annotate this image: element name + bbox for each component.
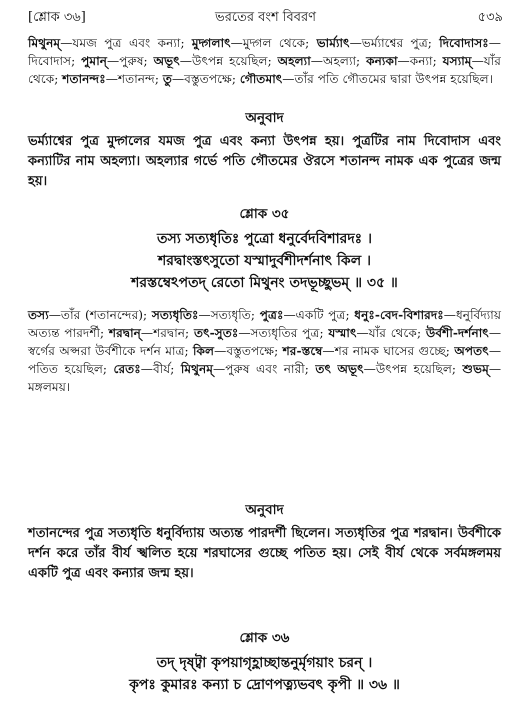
sanskrit-term: পুমান্ xyxy=(81,54,108,68)
term-meaning: —বীর্য; xyxy=(140,362,181,376)
sanskrit-term: উর্বশী-দর্শনাৎ xyxy=(425,326,489,340)
term-meaning: —ধনুর্বিদ্যায় অত্যন্ত পারদর্শী; xyxy=(28,308,501,340)
translation-heading-2: অনুবাদ xyxy=(245,502,284,518)
sanskrit-term: যস্যাম্ xyxy=(442,54,472,68)
sanskrit-term: গৌতমাৎ xyxy=(239,72,283,86)
synonyms-paragraph-2 xyxy=(28,306,501,396)
term-meaning: —বস্তুতপক্ষে; xyxy=(214,344,283,358)
term-meaning: —পুরুষ; xyxy=(107,54,154,68)
term-meaning: —বস্তুতপক্ষে; xyxy=(171,72,240,86)
sanskrit-term: অভূৎ xyxy=(337,362,364,376)
term-meaning: —শরদ্বান; xyxy=(140,326,194,340)
sanskrit-term: দিবোদাসঃ xyxy=(439,36,489,50)
sanskrit-term: তু xyxy=(162,72,172,86)
term-meaning: —মঙ্গলময়। xyxy=(28,362,502,394)
sanskrit-term: মিথুনম্ xyxy=(180,362,214,376)
sanskrit-term: শরদ্বান্ xyxy=(108,326,141,340)
term-meaning: —ভর্ম্যাশ্বের পুত্র; xyxy=(349,36,440,50)
sanskrit-term: শতানন্দঃ xyxy=(62,72,106,86)
term-meaning: —একটি পুত্র; xyxy=(283,308,355,322)
term-meaning: —পুরুষ এবং নারী; xyxy=(213,362,316,376)
term-meaning: —কন্যা; xyxy=(397,54,443,68)
verse-35-line-3: শরস্তম্বেঽপতদ্ রেতো মিথুনং তদভূচ্ছুভম্ ॥ ৩৫ ॥ xyxy=(131,275,398,291)
page-number: ৫৩৯ xyxy=(477,10,503,25)
verse-36-line-2: কৃপঃ কুমারঃ কন্যা চ দ্রোণপত্ন্যভবৎ কৃপী ॥ ৩৬ ॥ xyxy=(129,677,400,693)
term-meaning: —উৎপন্ন হয়েছিল; xyxy=(179,54,278,68)
translation-paragraph-2: শতানন্দের পুত্র সত্যধৃতি ধনুর্বিদ্যায় অত্যন্ত পারদর্শী ছিলেন। সত্যধৃতির পুত্র শরদ্বান। উর্বশীকে দর্শন করে তাঁর বীর্য স্খলিত হয়ে শরঘাসের গুচ্ছে পতিত হয়। সেই বীর্য থেকে সর্বমঙ্গলময় একটি পুত্র এবং কন্যার জন্ম হয়। xyxy=(28,526,501,581)
sanskrit-term: সত্যধৃতিঃ xyxy=(151,308,199,322)
sanskrit-term: যস্মাৎ xyxy=(328,326,357,340)
sanskrit-term: রেতঃ xyxy=(113,362,141,376)
verse-35-text xyxy=(0,228,529,294)
term-meaning: —তাঁর (শতানন্দের); xyxy=(48,308,152,322)
term-meaning: —পতিত হয়েছিল; xyxy=(28,344,502,376)
running-header xyxy=(28,8,503,28)
term-meaning: —দিবোদাস; xyxy=(28,36,501,68)
sanskrit-term: কিল xyxy=(193,344,215,358)
verse-36-text xyxy=(0,652,529,696)
sanskrit-term: পুত্রঃ xyxy=(259,308,284,322)
synonyms-paragraph-1 xyxy=(28,34,501,88)
sanskrit-term: শুভম্ xyxy=(462,362,489,376)
verse-36-title: শ্লোক ৩৬ xyxy=(239,630,290,646)
term-meaning: —যাঁর থেকে; xyxy=(28,54,502,86)
sanskrit-term: তৎ xyxy=(315,362,332,376)
sanskrit-term: অভূৎ xyxy=(153,54,180,68)
term-meaning: —যমজ পুত্র এবং কন্যা; xyxy=(60,36,192,50)
sanskrit-term: অপতৎ xyxy=(454,344,489,358)
term-meaning: —স্বর্গের অপ্সরা উর্বশীকে দর্শন মাত্র; xyxy=(28,326,501,358)
sanskrit-term: তৎ-সুতঃ xyxy=(193,326,239,340)
term-meaning: —যাঁর থেকে; xyxy=(356,326,426,340)
term-meaning: —তাঁর পতি গৌতমের দ্বারা উৎপন্ন হয়েছিল। xyxy=(282,72,494,86)
verse-reference: [শ্লোক ৩৬] xyxy=(28,10,86,25)
translation-paragraph-1: ভর্ম্যাশ্বের পুত্র মুদ্গলের যমজ পুত্র এবং কন্যা উৎপন্ন হয়। পুত্রটির নাম দিবোদাস এবং কন্যাটির নাম অহল্যা। অহল্যার গর্ভে পতি গৌতমের ঔরসে শতানন্দ নামক এক পুত্রের জন্ম হয়। xyxy=(28,134,501,189)
term-meaning: —উৎপন্ন হয়েছিল; xyxy=(363,362,463,376)
sanskrit-term: মিথুনম্ xyxy=(28,36,61,50)
verse-36-line-1: তদ্ দৃষ্ট্বা কৃপয়াগৃহ্ণাচ্ছান্তনুর্মৃগয়াং চরন্ । xyxy=(156,655,373,671)
term-meaning: —মুদ্গল থেকে; xyxy=(230,36,317,50)
translation-heading-1: অনুবাদ xyxy=(245,110,284,126)
verse-35-line-2: শরদ্বাংস্তৎসুতো যস্মাদুর্বশীদর্শনাৎ কিল । xyxy=(157,253,372,269)
term-meaning: —সত্যধৃতি; xyxy=(198,308,260,322)
term-meaning: —শর নামক ঘাসের গুচ্ছে; xyxy=(322,344,455,358)
sanskrit-term: তস্য xyxy=(28,308,49,322)
term-meaning: —অহল্যা; xyxy=(310,54,367,68)
sanskrit-term: কন্যকা xyxy=(366,54,398,68)
sanskrit-term: শর-স্তম্বে xyxy=(282,344,323,358)
verse-35-line-1: তস্য সত্যধৃতিঃ পুত্রো ধনুর্বেদবিশারদঃ । xyxy=(156,231,373,247)
sanskrit-term: মুদ্গলাৎ xyxy=(191,36,231,50)
term-meaning: —শতানন্দ; xyxy=(105,72,163,86)
verse-35-title: শ্লোক ৩৫ xyxy=(239,206,290,222)
sanskrit-term: অহল্যা xyxy=(277,54,311,68)
chapter-title: ভরতের বংশ বিবরণ xyxy=(215,10,316,25)
sanskrit-term: ভার্ম্যাৎ xyxy=(316,36,350,50)
term-meaning: —সত্যধৃতির পুত্র; xyxy=(238,326,329,340)
sanskrit-term: ধনুঃ-বেদ-বিশারদঃ xyxy=(354,308,444,322)
